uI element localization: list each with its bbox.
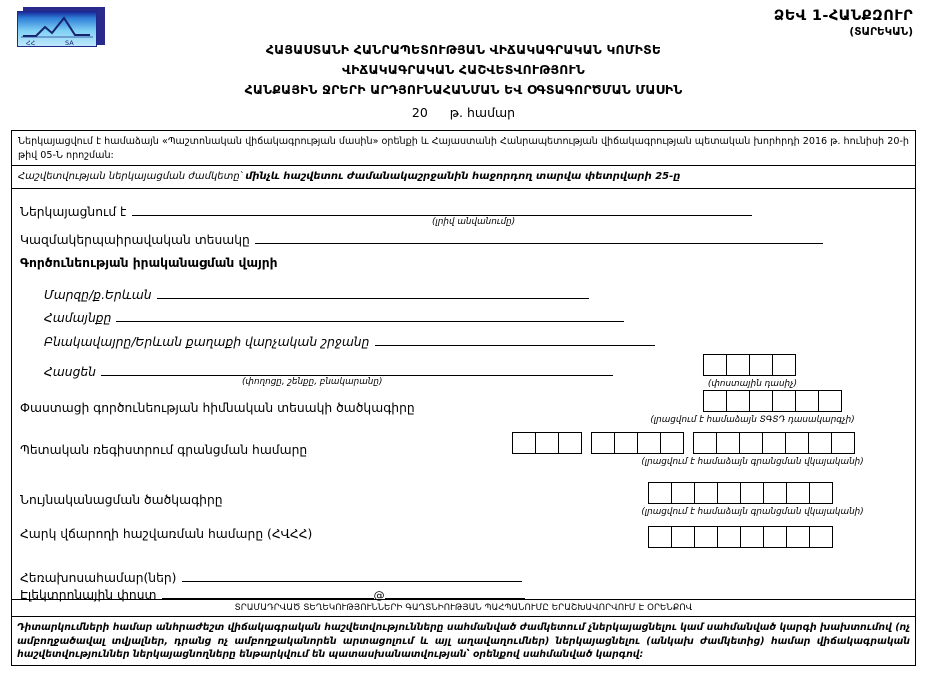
- activity-type-cell[interactable]: [726, 390, 750, 412]
- legal-basis-text: Ներկայացվում է համաձայն «Պաշտոնական վիճակագրության մասին» օրենքի և Հայաստանի Հանրապետության վիճակագրության պետական խորհրդի 2016 թ. հունիսի 20-ի թիվ 05-Ն որոշման:: [12, 131, 915, 166]
- logo-label-right: SA: [65, 39, 74, 46]
- marz-label: Մարզը/ք.Երևան: [44, 288, 152, 302]
- activity-type-cell[interactable]: [772, 390, 796, 412]
- state-reg-group-1[interactable]: [512, 432, 582, 454]
- activity-location-title: Գործունեության իրականացման վայրի: [20, 256, 278, 270]
- liability-note: Դիտարկումների համար անհրաժեշտ վիճակագրական հաշվետվությունները սահմանված ժամկետում չներկայացնելու կամ սահմանված կարգի խախտումով (ոչ ամբողջածավալ տվյալներ, դրանց ոչ ամբողջականորեն արտացոլում և այլ աղավաղումներ) ներկայացնելու (անկախ ժամկետից) համար վիճակագրական հաշվետվություններ ներկայացնողները ենթարկվում են պատասխանատվության՝ օրենքով սահմանված կարգով:: [17, 622, 910, 661]
- phone-input[interactable]: [182, 570, 522, 582]
- activity-type-boxes[interactable]: [703, 390, 842, 412]
- deadline-prefix: Հաշվետվության ներկայացման ժամկետը՝: [18, 171, 246, 182]
- state-reg-cell[interactable]: [693, 432, 717, 454]
- organization-titles: [0, 40, 927, 120]
- form-body: [11, 130, 916, 666]
- state-reg-cell[interactable]: [739, 432, 763, 454]
- community-label: Համայնքը: [44, 311, 112, 325]
- state-reg-cell[interactable]: [785, 432, 809, 454]
- phone-label: Հեռախոսահամար(ներ): [20, 571, 177, 585]
- field-taxpayer: [20, 523, 312, 542]
- settlement-label: Բնակավայրը/Երևան քաղաքի վարչական շրջանը: [44, 335, 370, 349]
- identification-cell[interactable]: [717, 482, 741, 504]
- state-reg-cell[interactable]: [716, 432, 740, 454]
- page-header: [0, 0, 927, 118]
- taxpayer-boxes[interactable]: [648, 526, 833, 548]
- identification-cell[interactable]: [763, 482, 787, 504]
- state-reg-group-3[interactable]: [693, 432, 855, 454]
- taxpayer-cell[interactable]: [809, 526, 833, 548]
- taxpayer-cell[interactable]: [786, 526, 810, 548]
- identification-cell[interactable]: [671, 482, 695, 504]
- activity-type-cell[interactable]: [703, 390, 727, 412]
- form-code-block: [774, 8, 913, 38]
- org-title-line-2: ՎԻՃԱԿԱԳՐԱԿԱՆ ՀԱՇՎԵՏՎՈՒԹՅՈՒՆ: [342, 62, 585, 77]
- activity-location-heading: [20, 252, 278, 271]
- org-title-line-1: ՀԱՅԱՍՏԱՆԻ ՀԱՆՐԱՊԵՏՈՒԹՅԱՆ ՎԻՃԱԿԱԳՐԱԿԱՆ ԿՈՄԻՏԵ: [265, 42, 662, 57]
- field-state-reg: [20, 439, 307, 458]
- state-reg-cell[interactable]: [808, 432, 832, 454]
- state-reg-hint: (լրացվում է համաձայն գրանցման վկայականի): [641, 457, 864, 467]
- field-settlement: [44, 331, 655, 350]
- email-label: Էլեկտրոնային փոստ: [20, 588, 157, 602]
- postal-code-boxes[interactable]: [703, 354, 796, 376]
- activity-type-cell[interactable]: [795, 390, 819, 412]
- state-reg-cell[interactable]: [660, 432, 684, 454]
- identification-cell[interactable]: [809, 482, 833, 504]
- identification-cell[interactable]: [694, 482, 718, 504]
- address-hint: (փողոցը, շենքը, բնակարանը): [242, 377, 383, 387]
- taxpayer-cell[interactable]: [648, 526, 672, 548]
- confidentiality-guarantee: ՏՐԱՄԱԴՐՎԱԾ ՏԵՂԵԿՈՒԹՅՈՒՆՆԵՐԻ ԳԱՂՏՆԻՈՒԹՅԱՆ ՊԱՀՊԱՆՈՒՄԸ ԵՐԱՇԽԱՎՈՐՎՈՒՄ Է ՕՐԵՆՔՈՎ: [12, 599, 915, 617]
- activity-type-cell[interactable]: [818, 390, 842, 412]
- field-community: [44, 307, 624, 326]
- field-submitted-by: [20, 201, 752, 220]
- submission-deadline: [12, 166, 915, 189]
- field-marz: [44, 284, 589, 303]
- form-code: ՁԵՎ 1-ՀԱՆՔԶՈՒՐ: [773, 8, 913, 24]
- year-prefix: 20: [411, 105, 428, 120]
- form-period: (ՏԱՐԵԿԱՆ): [849, 26, 913, 38]
- activity-type-hint: (լրացվում է համաձայն ՏԳՏԴ դասակարգչի): [650, 415, 855, 425]
- identification-hint: (լրացվում է համաձայն գրանցման վկայականի): [641, 507, 864, 517]
- form-fields: [12, 189, 915, 602]
- email-domain-input[interactable]: [385, 587, 525, 599]
- submitted-by-input[interactable]: [132, 204, 752, 216]
- postal-code-hint: (փոստային դասիչ): [707, 379, 798, 389]
- state-reg-group-2[interactable]: [591, 432, 684, 454]
- at-symbol: @: [373, 589, 385, 602]
- field-identification: [20, 489, 223, 508]
- legal-form-input[interactable]: [255, 232, 823, 244]
- state-reg-cell[interactable]: [637, 432, 661, 454]
- state-reg-cell[interactable]: [591, 432, 615, 454]
- state-reg-cell[interactable]: [558, 432, 582, 454]
- state-reg-boxes[interactable]: [512, 432, 855, 454]
- logo-label-left: ՀՀ: [26, 39, 36, 46]
- state-reg-cell[interactable]: [762, 432, 786, 454]
- field-legal-form: [20, 229, 823, 248]
- identification-cell[interactable]: [648, 482, 672, 504]
- postal-code-cell[interactable]: [726, 354, 750, 376]
- postal-code-cell[interactable]: [703, 354, 727, 376]
- postal-code-cell[interactable]: [749, 354, 773, 376]
- state-reg-cell[interactable]: [614, 432, 638, 454]
- state-reg-cell[interactable]: [831, 432, 855, 454]
- identification-boxes[interactable]: [648, 482, 833, 504]
- taxpayer-cell[interactable]: [694, 526, 718, 548]
- marz-input[interactable]: [157, 287, 589, 299]
- identification-label: Նույնականացման ծածկագիրը: [20, 493, 223, 507]
- taxpayer-cell[interactable]: [740, 526, 764, 548]
- identification-cell[interactable]: [786, 482, 810, 504]
- report-year-line: [0, 105, 927, 120]
- taxpayer-label: Հարկ վճարողի հաշվառման համարը (ՀՎՀՀ): [20, 527, 313, 541]
- legal-form-label: Կազմակերպաիրավական տեսակը: [20, 233, 250, 247]
- address-label: Հասցեն: [44, 365, 96, 379]
- taxpayer-cell[interactable]: [671, 526, 695, 548]
- deadline-date: մինչև հաշվետու ժամանակաշրջանին հաջորդող տարվա փետրվարի 25-ը: [245, 171, 681, 182]
- activity-type-label: Փաստացի գործունեության հիմնական տեսակի ծածկագիրը: [20, 401, 415, 415]
- taxpayer-cell[interactable]: [717, 526, 741, 548]
- postal-code-cell[interactable]: [772, 354, 796, 376]
- taxpayer-cell[interactable]: [763, 526, 787, 548]
- submitted-by-label: Ներկայացնում է: [20, 205, 127, 219]
- year-suffix: թ. համար: [449, 105, 516, 120]
- state-reg-label: Պետական ռեգիստրում գրանցման համարը: [20, 443, 308, 457]
- community-input[interactable]: [116, 310, 624, 322]
- address-input[interactable]: [101, 364, 613, 376]
- state-reg-cell[interactable]: [512, 432, 536, 454]
- settlement-input[interactable]: [375, 334, 655, 346]
- identification-cell[interactable]: [740, 482, 764, 504]
- field-activity-type: [20, 397, 415, 416]
- submitted-by-hint: (լրիվ անվանումը): [432, 217, 516, 227]
- state-reg-cell[interactable]: [535, 432, 559, 454]
- activity-type-cell[interactable]: [749, 390, 773, 412]
- email-local-input[interactable]: [162, 587, 374, 599]
- org-title-line-3: ՀԱՆՔԱՅԻՆ ՋՐԵՐԻ ԱՐԴՅՈՒՆԱՀԱՆՄԱՆ ԵՎ ՕԳՏԱԳՈՐԾՄԱՆ ՄԱՍԻՆ: [244, 82, 683, 97]
